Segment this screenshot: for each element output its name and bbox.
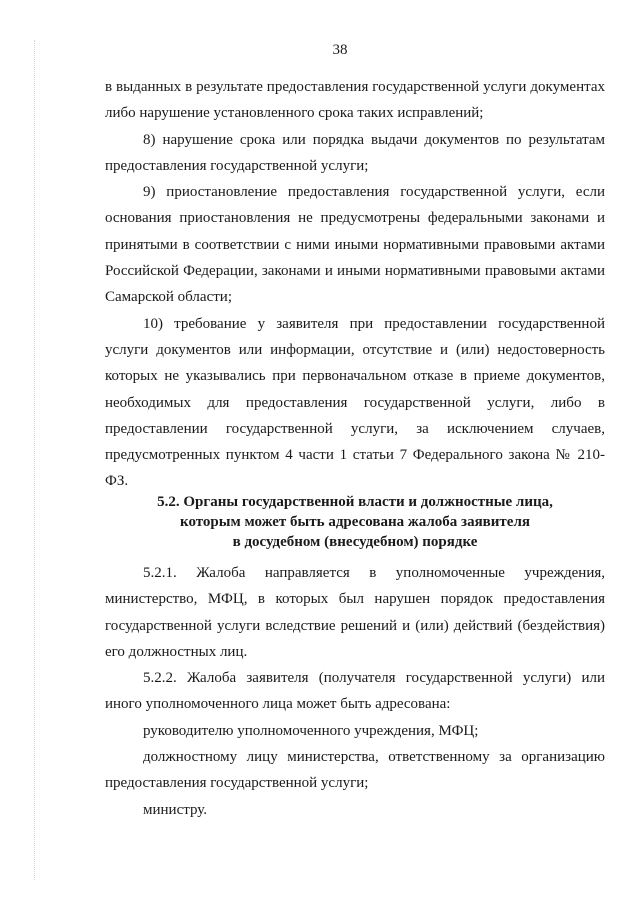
- paragraph-item-8: 8) нарушение срока или порядка выдачи документов по результатам предоставления государственной услуги;: [105, 131, 605, 174]
- paragraph-recipient-1: руководителю уполномоченного учреждения, МФЦ;: [143, 722, 479, 739]
- document-body-top: [105, 74, 605, 495]
- section-heading-line-3: в досудебном (внесудебном) порядке: [232, 534, 478, 550]
- section-heading-line-1: 5.2. Органы государственной власти и должностные лица,: [157, 494, 553, 510]
- page-number: 38: [332, 42, 348, 58]
- paragraph-item-10: 10) требование у заявителя при предоставлении государственной услуги документов или информации, отсутствие и (или) недостоверность которых не указывались при первоначальном отказе в приеме документов, необходимых для предоставления государственной услуги, либо в предоставлении государственной услуги, за исключением случаев, предусмотренных пунктом 4 части 1 статьи 7 Федерального закона № 210-ФЗ.: [105, 315, 605, 490]
- paragraph-5-2-2: 5.2.2. Жалоба заявителя (получателя государственной услуги) или иного уполномоченного лица может быть адресована:: [105, 670, 605, 713]
- scan-margin-marks: [34, 40, 43, 880]
- paragraph-recipient-3: министру.: [143, 801, 208, 818]
- section-heading-line-2: которым может быть адресована жалоба заявителя: [180, 514, 530, 530]
- paragraph-continuation: в выданных в результате предоставления государственной услуги документах либо нарушение установленного срока таких исправлений;: [105, 79, 605, 122]
- paragraph-5-2-1: 5.2.1. Жалоба направляется в уполномоченные учреждения, министерство, МФЦ, в которых был нарушен порядок предоставления государственной услуги вследствие решений и (или) действий (бездействия) его должностных лиц.: [105, 565, 605, 660]
- section-body: [105, 560, 605, 823]
- paragraph-recipient-2: должностному лицу министерства, ответственному за организацию предоставления государственной услуги;: [105, 749, 605, 792]
- section-heading: [105, 492, 605, 552]
- paragraph-item-9: 9) приостановление предоставления государственной услуги, если основания приостановления не предусмотрены федеральными законами и принятыми в соответствии с ними иными нормативными правовыми актами Российской Федерации, законами и иными нормативными правовыми актами Самарской области;: [105, 184, 605, 306]
